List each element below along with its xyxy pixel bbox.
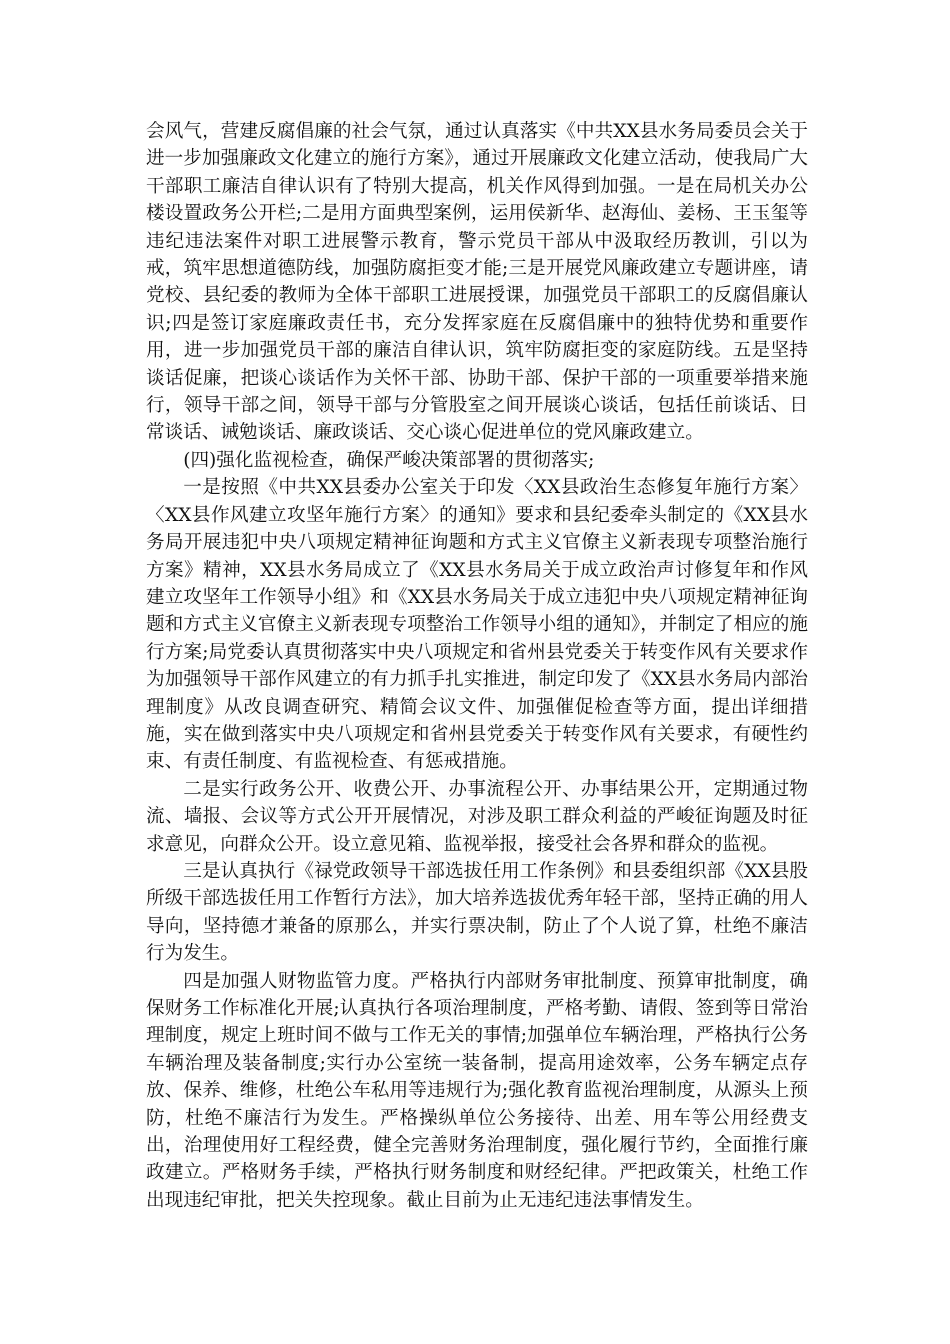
paragraph-5: 三是认真执行《禄党政领导干部选拔任用工作条例》和县委组织部《XX县股所级干部选拔任用工作暂行方法》，加大培养选拔优秀年轻干部，坚持正确的用人导向，坚持德才兼备的原那么，并实行票决制，防止了个人说了算，杜绝不廉洁行为发生。	[146, 860, 808, 965]
paragraph-4: 二是实行政务公开、收费公开、办事流程公开、办事结果公开，定期通过物流、墙报、会议等方式公开开展情况，对涉及职工群众利益的严峻征询题及时征求意见，向群众公开。设立意见箱、监视举报，接受社会各界和群众的监视。	[146, 778, 808, 855]
paragraph-1: 会风气，营建反腐倡廉的社会气氛，通过认真落实《中共XX县水务局委员会关于进一步加强廉政文化建立的施行方案》，通过开展廉政文化建立活动，使我局广大干部职工廉洁自律认识有了特别大提高，机关作风得到加强。一是在局机关办公楼设置政务公开栏;二是用方面典型案例，运用侯新华、赵海仙、姜杨、王玉玺等违纪违法案件对职工进展警示教育，警示党员干部从中汲取经历教训，引以为戒，筑牢思想道德防线，加强防腐拒变才能;三是开展党风廉政建立专题讲座，请党校、县纪委的教师为全体干部职工进展授课，加强党员干部职工的反腐倡廉认识;四是签订家庭廉政责任书，充分发挥家庭在反腐倡廉中的独特优势和重要作用，进一步加强党员干部的廉洁自律认识，筑牢防腐拒变的家庭防线。五是坚持谈话促廉，把谈心谈话作为关怀干部、协助干部、保护干部的一项重要举措来施行，领导干部之间，领导干部与分管股室之间开展谈心谈话，包括任前谈话、日常谈话、诫勉谈话、廉政谈话、交心谈心促进单位的党风廉政建立。	[146, 121, 808, 444]
document-body	[146, 118, 808, 1214]
section-heading-4: (四)强化监视检查，确保严峻决策部署的贯彻落实;	[183, 449, 595, 471]
paragraph-3: 一是按照《中共XX县委办公室关于印发〈XX县政治生态修复年施行方案〉〈XX县作风建立攻坚年施行方案〉的通知》要求和县纪委牵头制定的《XX县水务局开展违犯中央八项规定精神征询题和方式主义官僚主义新表现专项整治施行方案》精神，XX县水务局成立了《XX县水务局关于成立政治声讨修复年和作风建立攻坚年工作领导小组》和《XX县水务局关于成立违犯中央八项规定精神征询题和方式主义官僚主义新表现专项整治工作领导小组的通知》，并制定了相应的施行方案;局党委认真贯彻落实中央八项规定和省州县党委关于转变作风有关要求作为加强领导干部作风建立的有力抓手扎实推进，制定印发了《XX县水务局内部治理制度》从改良调查研究、精简会议文件、加强催促检查等方面，提出详细措施，实在做到落实中央八项规定和省州县党委关于转变作风有关要求，有硬性约束、有责任制度、有监视检查、有惩戒措施。	[146, 477, 808, 773]
paragraph-6: 四是加强人财物监管力度。严格执行内部财务审批制度、预算审批制度，确保财务工作标准化开展;认真执行各项治理制度，严格考勤、请假、签到等日常治理制度，规定上班时间不做与工作无关的事情;加强单位车辆治理，严格执行公务车辆治理及装备制度;实行办公室统一装备制，提高用途效率，公务车辆定点存放、保养、维修，杜绝公车私用等违规行为;强化教育监视治理制度，从源头上预防，杜绝不廉洁行为发生。严格操纵单位公务接待、出差、用车等公用经费支出，治理使用好工程经费，健全完善财务治理制度，强化履行节约，全面推行廉政建立。严格财务手续，严格执行财务制度和财经纪律。严把政策关，杜绝工作出现违纪审批，把关失控现象。截止目前为止无违纪违法事情发生。	[146, 970, 808, 1211]
